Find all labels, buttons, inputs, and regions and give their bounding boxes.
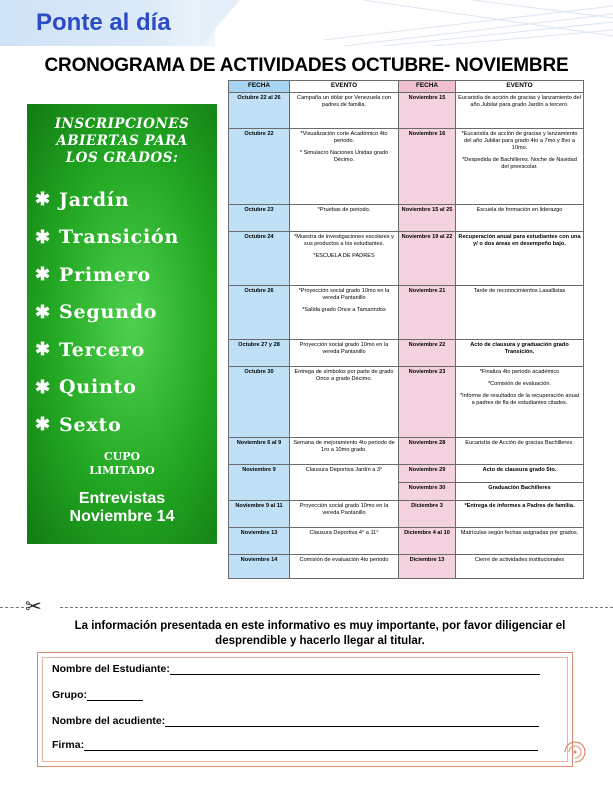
date-cell-october: Noviembre 14	[229, 555, 290, 579]
schedule-body	[229, 93, 584, 579]
event-cell	[456, 367, 584, 438]
event-cell	[290, 129, 399, 205]
column-header: EVENTO	[290, 81, 399, 93]
event-cell	[456, 501, 584, 528]
interviews-date	[27, 490, 217, 526]
event-cell	[456, 232, 584, 286]
date-cell-october: Noviembre 9	[229, 465, 290, 501]
student-name-field[interactable]	[52, 663, 540, 675]
event-text: Campaña un dólar por Venezuela con padres de familia.	[297, 95, 391, 108]
grade-item	[35, 331, 217, 369]
grade-label: Quinto	[59, 376, 137, 399]
limited-spots	[27, 450, 217, 478]
event-text: *Pruebas de periodo.	[317, 207, 371, 213]
column-header: FECHA	[229, 81, 290, 93]
corner-ornament-icon	[561, 738, 589, 766]
event-text: Tarde de reconocimientos Lasallistas	[473, 288, 566, 294]
info-note: La información presentada en este informativo es muy importante, por favor diligenciar el desprendible y hacerlo llegar al titular.	[74, 620, 566, 647]
schedule-table	[228, 80, 584, 579]
grade-item	[35, 219, 217, 257]
date-cell-november: Diciembre 13	[399, 555, 456, 579]
event-text: * Simulacro Naciones Unidas grado Décimo.	[299, 150, 389, 163]
table-row	[229, 340, 584, 367]
heading-line: LOS GRADOS:	[65, 150, 179, 166]
date-cell-october: Octubre 22 al 26	[229, 93, 290, 129]
page-title: CRONOGRAMA DE ACTIVIDADES OCTUBRE- NOVIEMBRE	[44, 55, 569, 76]
group-label: Grupo:	[52, 689, 87, 701]
event-text: *Comisión de evaluación.	[487, 381, 552, 387]
scissors-icon: ✂	[25, 596, 42, 618]
event-cell	[456, 205, 584, 232]
banner-title: Ponte al día	[36, 9, 171, 36]
date-cell-november: Noviembre 16	[399, 129, 456, 205]
grades-list	[27, 181, 217, 444]
star-icon: ✱	[35, 264, 51, 286]
date-cell-october: Octubre 27 y 28	[229, 340, 290, 367]
decorative-lines	[323, 0, 613, 46]
date-cell-november: Noviembre 23	[399, 367, 456, 438]
event-cell	[290, 340, 399, 367]
date-cell-november: Noviembre 28	[399, 438, 456, 465]
signature-field[interactable]	[52, 739, 538, 751]
grade-item	[35, 406, 217, 444]
heading-line: ABIERTAS PARA	[56, 133, 188, 149]
signature-line[interactable]	[84, 740, 538, 751]
event-text: *Muestra de investigaciones escolares y sus productos a los estudiantes.	[294, 234, 394, 247]
date-cell-november: Diciembre 3	[399, 501, 456, 528]
signature-label: Firma:	[52, 739, 85, 751]
table-row	[229, 528, 584, 555]
guardian-name-line[interactable]	[165, 716, 539, 727]
grade-label: Tercero	[59, 338, 145, 361]
table-header-row	[229, 81, 584, 93]
event-text: Matrículas según fechas asignadas por grados.	[460, 530, 579, 536]
guardian-name-label: Nombre del acudiente:	[52, 715, 166, 727]
event-text: *Eucaristía de acción de gracias y lanzamiento del año Jubilar para grado 4to a 7mo y 8vo a 10mo.	[461, 131, 578, 151]
event-cell	[456, 129, 584, 205]
event-text: *Salida grado Once a Tamarindos	[302, 307, 386, 313]
banner-slant	[200, 0, 240, 46]
cut-line-left	[0, 607, 24, 608]
event-cell	[290, 555, 399, 579]
event-text: Comisión de evaluación 4to periodo	[299, 557, 389, 563]
grade-label: Jardín	[59, 188, 130, 211]
event-text: Proyección social grado 10mo en la vereda Pantanillo	[299, 342, 389, 355]
event-cell	[290, 93, 399, 129]
event-text: *Visualización corte Académico 4to periodo.	[300, 131, 388, 144]
guardian-name-field[interactable]	[52, 715, 539, 727]
event-cell	[290, 286, 399, 340]
table-row	[229, 465, 584, 483]
event-text: Semana de mejoramiento 4to periodo de 1ro a 10mo grado.	[293, 440, 395, 453]
table-row	[229, 367, 584, 438]
enrollment-heading	[27, 116, 217, 167]
event-cell	[456, 555, 584, 579]
cupo-line: CUPO	[103, 449, 141, 463]
event-cell	[290, 367, 399, 438]
event-text: Cierre de actividades institucionales	[474, 557, 565, 563]
event-text: Recuperación anual para estudiantes con una y/ o dos áreas en desempeño bajo.	[458, 234, 581, 247]
date-cell-october: Octubre 24	[229, 232, 290, 286]
event-cell	[456, 340, 584, 367]
date-cell-october: Octubre 23	[229, 205, 290, 232]
table-row	[229, 501, 584, 528]
date-cell-november: Diciembre 4 al 10	[399, 528, 456, 555]
grade-label: Transición	[59, 226, 180, 249]
event-text: *Entrega de informes a Padres de familia.	[464, 503, 575, 509]
grade-item	[35, 181, 217, 219]
table-row	[229, 286, 584, 340]
enrollment-panel	[27, 104, 217, 544]
star-icon: ✱	[35, 226, 51, 248]
event-cell	[290, 465, 399, 501]
date-cell-november: Noviembre 19 al 22	[399, 232, 456, 286]
star-icon: ✱	[35, 376, 51, 398]
date-cell-november: Noviembre 30	[399, 483, 456, 501]
event-text: Graduación Bachilleres	[488, 485, 551, 491]
grade-label: Sexto	[59, 413, 122, 436]
event-cell	[290, 232, 399, 286]
date-cell-november: Noviembre 15	[399, 93, 456, 129]
table-row	[229, 129, 584, 205]
table-row	[229, 232, 584, 286]
event-text: Eucaristía de acción de gracias y lanzamiento del año Jubilar para grado Jardín a tercero.	[458, 95, 581, 108]
date-cell-october: Octubre 30	[229, 367, 290, 438]
date-cell-october: Octubre 22	[229, 129, 290, 205]
event-text: *Proyección social grado 10mo en la vereda Pantanillo	[298, 288, 390, 301]
table-row	[229, 555, 584, 579]
student-name-label: Nombre del Estudiante:	[52, 663, 170, 675]
event-text: Acto de clausura grado 5to.	[482, 467, 557, 473]
date-cell-october: Noviembre 9 al 11	[229, 501, 290, 528]
detachable-form	[37, 652, 573, 767]
header-banner	[0, 0, 613, 48]
grade-label: Primero	[59, 263, 151, 286]
event-cell	[290, 205, 399, 232]
event-text: Proyección social grado 10mo en la vereda Pantanillo	[299, 503, 389, 516]
student-name-line[interactable]	[170, 664, 540, 675]
event-cell	[456, 93, 584, 129]
group-line[interactable]	[87, 690, 143, 701]
event-cell	[456, 483, 584, 501]
star-icon: ✱	[35, 301, 51, 323]
entrevistas-line: Noviembre 14	[69, 507, 175, 525]
event-text: Acto de clausura y graduación grado Transición.	[470, 342, 569, 355]
event-cell	[456, 286, 584, 340]
event-text: Escuela de formación en liderazgo	[476, 207, 563, 213]
date-cell-november: Noviembre 21	[399, 286, 456, 340]
cupo-line: LIMITADO	[89, 463, 155, 477]
event-cell	[290, 528, 399, 555]
star-icon: ✱	[35, 339, 51, 361]
event-text: Clausura Deportiva Jardín a 3°	[305, 467, 383, 473]
grade-label: Segundo	[59, 301, 158, 324]
event-text: Entrega de símbolos por parte de grado Once a grado Décimo.	[294, 369, 394, 382]
date-cell-november: Noviembre 29	[399, 465, 456, 483]
grade-item	[35, 294, 217, 332]
event-text: *ESCUELA DE PADRES	[313, 253, 375, 259]
date-cell-october: Noviembre 13	[229, 528, 290, 555]
table-row	[229, 93, 584, 129]
date-cell-october: Noviembre 6 al 9	[229, 438, 290, 465]
event-cell	[456, 438, 584, 465]
event-text: Clausura Deportiva 4° a 11°	[309, 530, 379, 536]
date-cell-november: Noviembre 15 al 25	[399, 205, 456, 232]
event-cell	[456, 528, 584, 555]
event-text: *Despedida de Bachilleres. Noche de Navidad del preescolar.	[462, 157, 577, 170]
cut-line	[60, 607, 613, 608]
event-cell	[290, 501, 399, 528]
grade-item	[35, 369, 217, 407]
table-row	[229, 438, 584, 465]
star-icon: ✱	[35, 414, 51, 436]
entrevistas-line: Entrevistas	[78, 489, 166, 507]
date-cell-november: Noviembre 22	[399, 340, 456, 367]
grade-item	[35, 256, 217, 294]
column-header: FECHA	[399, 81, 456, 93]
date-cell-october: Octubre 26	[229, 286, 290, 340]
event-cell	[290, 438, 399, 465]
event-text: Eucaristía de Acción de gracias Bachilleres.	[465, 440, 574, 446]
star-icon: ✱	[35, 189, 51, 211]
group-field[interactable]	[52, 689, 143, 701]
event-text: *Informe de resultados de la recuperación anual a padres de fla de estudiantes citados.	[459, 393, 580, 406]
table-row	[229, 205, 584, 232]
heading-line: INSCRIPCIONES	[54, 116, 190, 132]
column-header: EVENTO	[456, 81, 584, 93]
event-cell	[456, 465, 584, 483]
event-text: *Finaliza 4to periodo académico	[479, 369, 560, 375]
